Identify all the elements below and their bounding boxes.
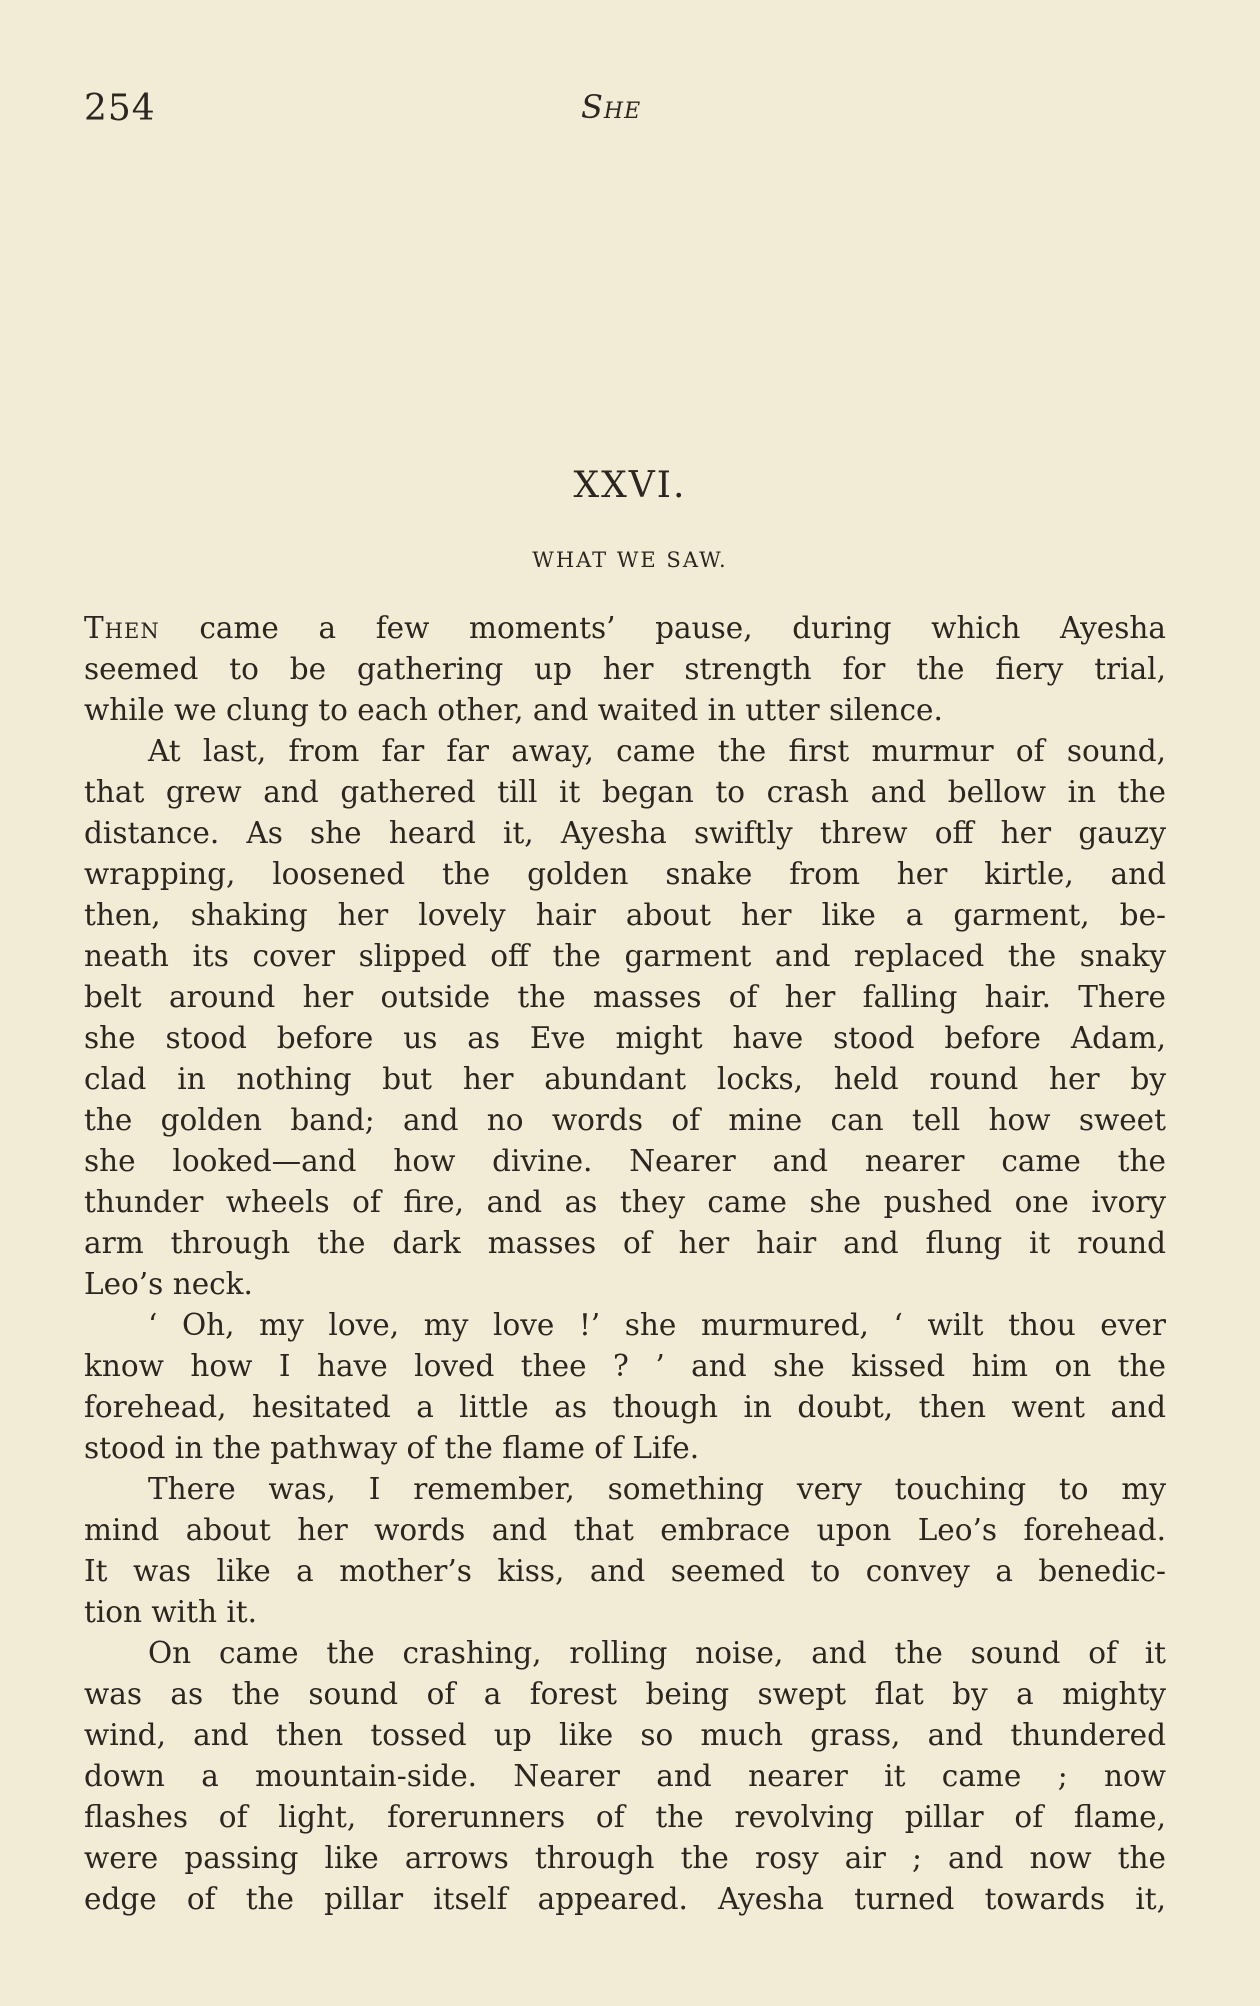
text-line: On came the crashing, rolling noise, and the sound of it bbox=[148, 1636, 1166, 1670]
text-line: then, shaking her lovely hair about her like a garment, be- bbox=[84, 898, 1166, 932]
text-line: flashes of light, forerunners of the revolving pillar of flame, bbox=[84, 1800, 1166, 1834]
text-line: while we clung to each other, and waited in utter silence. bbox=[84, 693, 943, 727]
text-line: thunder wheels of fire, and as they came she pushed one ivory bbox=[84, 1185, 1166, 1219]
text-line: belt around her outside the masses of her falling hair. There bbox=[84, 980, 1166, 1014]
text-line: tion with it. bbox=[84, 1595, 258, 1629]
page-number: 254 bbox=[84, 88, 156, 129]
opening-word: Then bbox=[84, 611, 160, 645]
text-line: the golden band; and no words of mine can tell how sweet bbox=[84, 1103, 1166, 1137]
text-line: were passing like arrows through the rosy air ; and now the bbox=[84, 1841, 1166, 1875]
text-line: mind about her words and that embrace upon Leo’s forehead. bbox=[84, 1513, 1166, 1547]
text-line: she looked—and how divine. Nearer and nearer came the bbox=[84, 1144, 1166, 1178]
text-line: edge of the pillar itself appeared. Ayesha turned towards it, bbox=[84, 1882, 1166, 1916]
text-line: wrapping, loosened the golden snake from her kirtle, and bbox=[84, 857, 1166, 891]
text-line: distance. As she heard it, Ayesha swiftly threw off her gauzy bbox=[84, 816, 1166, 850]
chapter-number: XXVI. bbox=[573, 465, 687, 506]
text-line: clad in nothing but her abundant locks, held round her by bbox=[84, 1062, 1166, 1096]
running-head bbox=[84, 88, 1164, 138]
text-line: arm through the dark masses of her hair and flung it round bbox=[84, 1226, 1166, 1260]
text-line: Then came a few moments’ pause, during which Ayesha bbox=[84, 611, 1166, 645]
text-line: she stood before us as Eve might have stood before Adam, bbox=[84, 1021, 1166, 1055]
text-line: Leo’s neck. bbox=[84, 1267, 253, 1301]
text-line: stood in the pathway of the flame of Life. bbox=[84, 1431, 700, 1465]
chapter-text bbox=[84, 608, 1166, 1920]
text-line: seemed to be gathering up her strength for the fiery trial, bbox=[84, 652, 1166, 686]
text-line: neath its cover slipped off the garment and replaced the snaky bbox=[84, 939, 1166, 973]
text-line: know how I have loved thee ? ’ and she kissed him on the bbox=[84, 1349, 1166, 1383]
text-line: ‘ Oh, my love, my love !’ she murmured, ‘ wilt thou ever bbox=[148, 1308, 1166, 1342]
chapter-title: WHAT WE SAW. bbox=[532, 548, 728, 572]
text-line: that grew and gathered till it began to crash and bellow in the bbox=[84, 775, 1166, 809]
text-line: wind, and then tossed up like so much grass, and thundered bbox=[84, 1718, 1166, 1752]
text-line: was as the sound of a forest being swept flat by a mighty bbox=[84, 1677, 1166, 1711]
text-line: forehead, hesitated a little as though in doubt, then went and bbox=[84, 1390, 1166, 1424]
text-line: At last, from far far away, came the first murmur of sound, bbox=[148, 734, 1166, 768]
running-title: She bbox=[581, 88, 642, 126]
text-line: down a mountain-side. Nearer and nearer it came ; now bbox=[84, 1759, 1166, 1793]
text-line: There was, I remember, something very touching to my bbox=[148, 1472, 1166, 1506]
text-line: It was like a mother’s kiss, and seemed to convey a benedic- bbox=[84, 1554, 1166, 1588]
